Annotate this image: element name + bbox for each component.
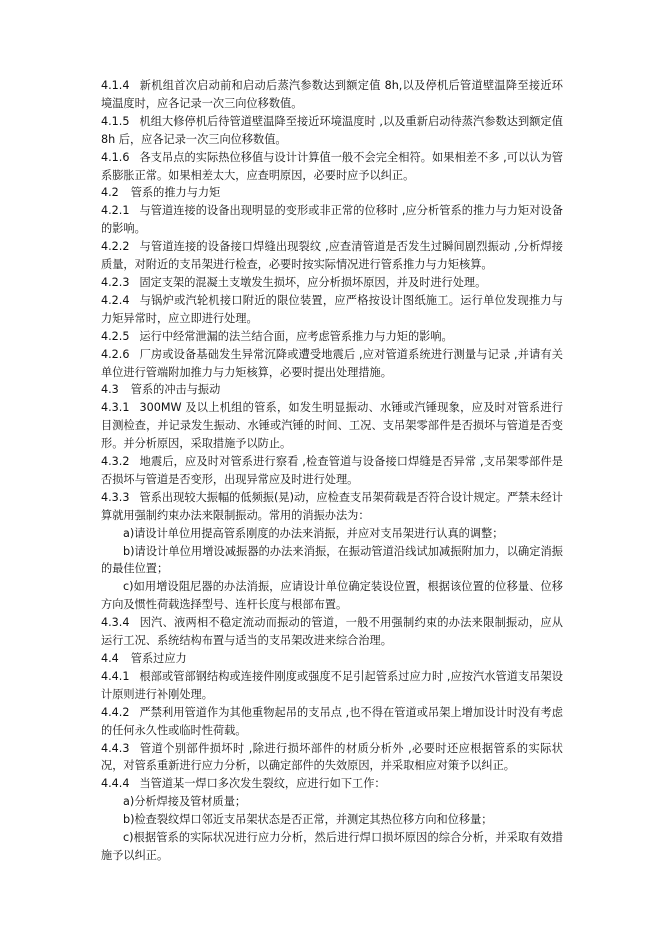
clause-text: 管系的冲击与振动	[130, 383, 221, 397]
clause-paragraph	[101, 704, 563, 740]
clause-paragraph	[101, 614, 563, 650]
section-heading	[101, 184, 563, 202]
clause-text: 各支吊点的实际热位移值与设计计算值一般不会完全相符。如果相差不多 ,可以认为管系膨胀正常。如果相差太大，应查明原因，必要时应予以纠正。	[101, 150, 563, 182]
clause-number: 4.2.6	[101, 347, 130, 361]
clause-text: 与管道连接的设备接口焊缝出现裂纹 ,应查清管道是否发生过瞬间剧烈振动 ,分析焊接质量，对附近的支吊架进行检查，必要时按实际情况进行管系推力与力矩核算。	[101, 240, 563, 272]
clause-number: 4.1.6	[101, 150, 130, 164]
list-item	[101, 578, 563, 614]
clause-number: 4.3.4	[101, 616, 130, 630]
clause-number: 4.1.4	[101, 79, 130, 92]
clause-text: 管系过应力	[130, 652, 187, 665]
clause-number: 4.4	[101, 652, 119, 665]
clause-paragraph	[101, 113, 563, 149]
clause-text: 严禁利用管道作为其他重物起吊的支吊点 ,也不得在管道或吊架上增加设计时没有考虑的任何永久性或临时性荷载。	[101, 705, 563, 737]
clause-paragraph	[101, 740, 563, 776]
clause-text: 管系的推力与力矩	[130, 186, 221, 200]
clause-text: 固定支架的混凝土支墩发生损坏，应分析损坏原因，并及时进行处理。	[139, 275, 487, 289]
clause-text: 管道个别部件损坏时 ,除进行损坏部件的材质分析外 ,必要时还应根据管系的实际状况，对管系重新进行应力分析，以确定部件的失效原因，并采取相应对策予以纠正。	[101, 741, 563, 773]
clause-paragraph	[101, 775, 563, 793]
clause-text: b)请设计单位用增设减振器的办法来消振，在振动管道沿线试加减振附加力，以确定消振的最佳位置；	[101, 544, 563, 576]
clause-paragraph	[101, 346, 563, 382]
clause-paragraph	[101, 292, 563, 328]
clause-number: 4.2.2	[101, 240, 130, 254]
clause-number: 4.2.5	[101, 329, 130, 343]
clause-number: 4.2.3	[101, 275, 130, 289]
clause-text: b)检查裂纹焊口邻近支吊架状态是否正常，并测定其热位移方向和位移量；	[123, 813, 493, 827]
clause-paragraph	[101, 238, 563, 274]
clause-paragraph	[101, 149, 563, 185]
list-item	[101, 525, 563, 543]
clause-text: 与管道连接的设备出现明显的变形或非正常的位移时 ,应分析管系的推力与力矩对设备的影响。	[101, 204, 563, 236]
clause-number: 4.3.1	[101, 401, 130, 415]
clause-paragraph	[101, 668, 563, 704]
clause-number: 4.3	[101, 383, 119, 397]
clause-paragraph	[101, 399, 563, 453]
clause-number: 4.2	[101, 186, 119, 200]
clause-text: 厂房或设备基础发生异常沉降或遭受地震后 ,应对管道系统进行测量与记录 ,并请有关单位进行管端附加推力与力矩核算，必要时提出处理措施。	[101, 347, 563, 379]
clause-paragraph	[101, 274, 563, 292]
clause-text: c)如用增设阻尼器的办法消振，应请设计单位确定装设位置，根据该位置的位移量、位移方向及惯性荷载选择型号、连杆长度与根部布置。	[101, 580, 563, 612]
clause-number: 4.2.1	[101, 204, 130, 218]
clause-text: 机组大修停机后待管道壁温降至接近环境温度时 ,以及重新启动待蒸汽参数达到额定值 8h 后，应各记录一次三向位移数值。	[101, 114, 563, 146]
section-heading	[101, 381, 563, 399]
clause-number: 4.1.5	[101, 114, 130, 128]
clause-text: 因汽、液两相不稳定流动而振动的管道，一般不用强制约束的办法来限制振动，应从运行工况、系统结构布置与适当的支吊架改进来综合治理。	[101, 616, 563, 648]
clause-number: 4.4.4	[101, 777, 130, 791]
clause-text: 当管道某一焊口多次发生裂纹，应进行如下工作：	[139, 777, 386, 791]
clause-text: a)分析焊接及管材质量；	[123, 795, 247, 809]
clause-text: 新机组首次启动前和启动后蒸汽参数达到额定值 8h,以及停机后管道壁温降至接近环境温度时，应各记录一次三向位移数值。	[101, 79, 563, 110]
document-body	[101, 77, 563, 865]
clause-text: 根部或管部钢结构或连接件刚度或强度不足引起管系过应力时 ,应按汽水管道支吊架设计原则进行补刚处理。	[101, 669, 563, 701]
clause-number: 4.2.4	[101, 293, 130, 307]
clause-text: a)请设计单位用提高管系刚度的办法来消振，并应对支吊架进行认真的调整；	[123, 526, 504, 540]
clause-number: 4.3.3	[101, 490, 130, 504]
clause-number: 4.4.3	[101, 741, 130, 755]
list-item	[101, 811, 563, 829]
clause-text: c)根据管系的实际状况进行应力分析，然后进行焊口损坏原因的综合分析，并采取有效措施予以纠正。	[101, 831, 563, 862]
clause-number: 4.3.2	[101, 455, 130, 469]
list-item	[101, 829, 563, 865]
clause-paragraph	[101, 77, 563, 113]
clause-number: 4.4.1	[101, 669, 130, 683]
clause-text: 管系出现较大振幅的低频振(晃)动，应检查支吊架荷载是否符合设计规定。严禁未经计算就用强制约束办法来限制振动。常用的消振办法为：	[101, 490, 563, 522]
clause-text: 地震后，应及时对管系进行察看 ,检查管道与设备接口焊缝是否异常 ,支吊架零部件是否损坏与管道是否变形，出现异常应及时进行处理。	[101, 455, 563, 486]
section-heading	[101, 650, 563, 668]
list-item	[101, 793, 563, 811]
clause-text: 与锅炉或汽轮机接口附近的限位装置，应严格按设计图纸施工。运行单位发现推力与力矩异常时，应立即进行处理。	[101, 293, 563, 325]
list-item	[101, 543, 563, 579]
clause-text: 300MW 及以上机组的管系，如发生明显振动、水锤或汽锤现象，应及时对管系进行目测检查，并记录发生振动、水锤或汽锤的时间、工况、支吊架零部件是否损坏与管道是否变形。并分析原因，采取措施予以防止。	[101, 401, 563, 451]
clause-paragraph	[101, 453, 563, 489]
clause-paragraph	[101, 489, 563, 525]
clause-paragraph	[101, 202, 563, 238]
clause-paragraph	[101, 328, 563, 346]
clause-number: 4.4.2	[101, 705, 130, 719]
clause-text: 运行中经常泄漏的法兰结合面，应考虑管系推力与力矩的影响。	[139, 329, 453, 343]
